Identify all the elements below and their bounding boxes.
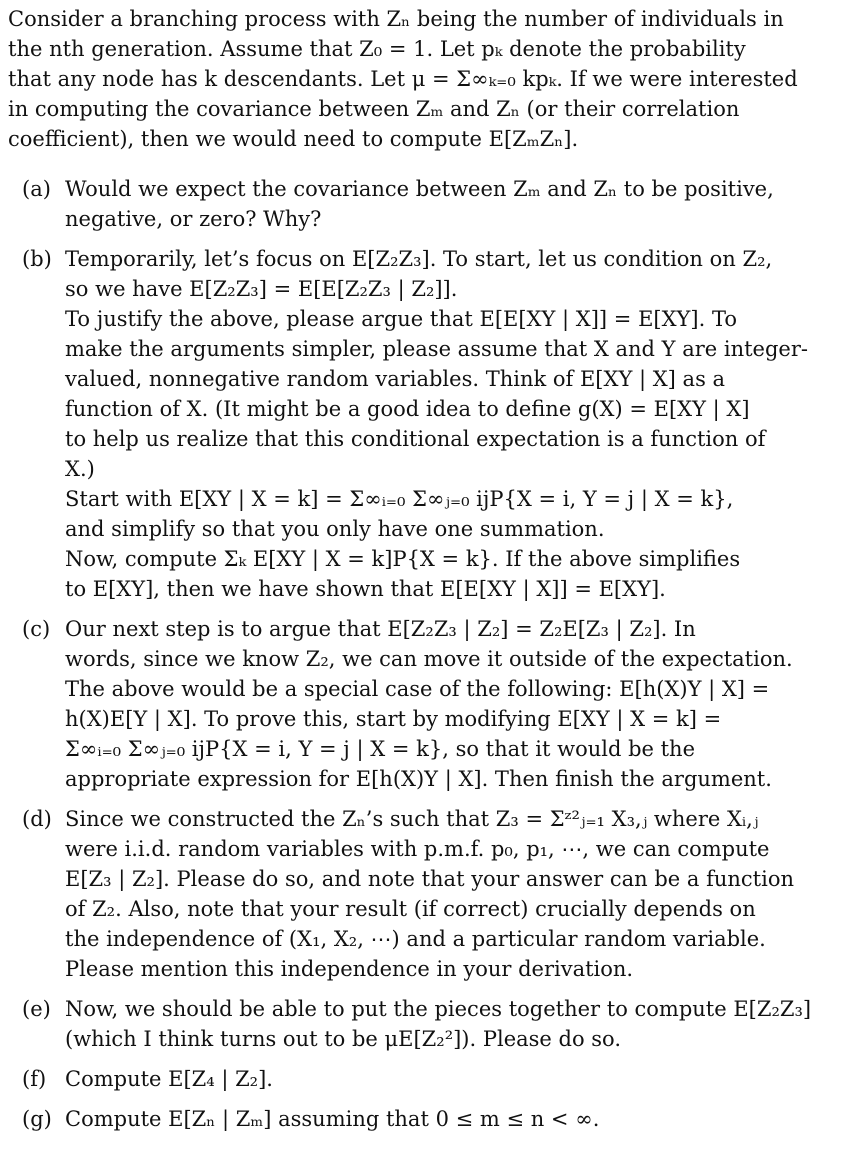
problem-document	[8, 0, 812, 1144]
part-text-line: to E[XY], then we have shown that E[E[XY | X]] = E[XY].	[65, 577, 666, 601]
part-text-line: were i.i.d. random variables with p.m.f. p₀, p₁, ⋯, we can compute	[65, 837, 770, 861]
part-text-line: Since we constructed the Zₙ’s such that Z₃ = Σᶻ²ⱼ₌₁ X₃,ⱼ where Xᵢ,ⱼ	[65, 807, 759, 831]
part-paragraph	[65, 484, 808, 544]
part-paragraph	[65, 304, 808, 484]
part-text-line: h(X)E[Y | X]. To prove this, start by modifying E[XY | X = k] =	[65, 707, 722, 731]
intro-line: that any node has k descendants. Let μ = Σ∞ₖ₌₀ kpₖ. If we were interested	[8, 67, 798, 91]
part-text-line: Compute E[Zₙ | Zₘ] assuming that 0 ≤ m ≤ n < ∞.	[65, 1107, 600, 1131]
part-paragraph	[65, 674, 808, 794]
part-item	[8, 994, 812, 1054]
part-label: (g)	[22, 1107, 52, 1131]
part-item	[8, 1064, 808, 1094]
part-text-line: function of X. (It might be a good idea to define g(X) = E[XY | X]	[65, 397, 750, 421]
part-item	[8, 1104, 808, 1134]
part-text-line: and simplify so that you only have one summation.	[65, 517, 605, 541]
part-text-line: to help us realize that this conditional expectation is a function of	[65, 427, 766, 451]
part-text-line: words, since we know Z₂, we can move it outside of the expectation.	[65, 647, 793, 671]
part-paragraph	[65, 174, 808, 234]
part-paragraph	[65, 1064, 808, 1094]
part-label: (b)	[22, 247, 52, 271]
part-text-line: E[Z₃ | Z₂]. Please do so, and note that your answer can be a function	[65, 867, 795, 891]
part-text-line: the independence of (X₁, X₂, ⋯) and a particular random variable.	[65, 927, 766, 951]
part-item	[8, 244, 808, 604]
part-text-line: Start with E[XY | X = k] = Σ∞ᵢ₌₀ Σ∞ⱼ₌₀ ijP{X = i, Y = j | X = k},	[65, 487, 734, 511]
part-paragraph	[65, 244, 808, 304]
part-text-line: Temporarily, let’s focus on E[Z₂Z₃]. To start, let us condition on Z₂,	[65, 247, 773, 271]
intro-line: in computing the covariance between Zₘ and Zₙ (or their correlation	[8, 97, 740, 121]
part-label: (f)	[22, 1067, 47, 1091]
part-text-line: Compute E[Z₄ | Z₂].	[65, 1067, 273, 1091]
part-label: (a)	[22, 177, 51, 201]
part-text-line: negative, or zero? Why?	[65, 207, 322, 231]
part-text-line: valued, nonnegative random variables. Think of E[XY | X] as a	[65, 367, 726, 391]
part-paragraph	[65, 994, 812, 1054]
part-text-line: The above would be a special case of the following: E[h(X)Y | X] =	[65, 677, 770, 701]
part-text-line: Now, compute Σₖ E[XY | X = k]P{X = k}. If the above simplifies	[65, 547, 741, 571]
part-text-line: Now, we should be able to put the pieces together to compute E[Z₂Z₃]	[65, 997, 812, 1021]
part-label: (d)	[22, 807, 52, 831]
part-text-line: of Z₂. Also, note that your result (if correct) crucially depends on	[65, 897, 756, 921]
part-text-line: make the arguments simpler, please assume that X and Y are integer-	[65, 337, 808, 361]
part-text-line: Would we expect the covariance between Zₘ and Zₙ to be positive,	[65, 177, 774, 201]
problem-parts-list	[8, 174, 812, 1134]
part-label: (e)	[22, 997, 51, 1021]
part-label: (c)	[22, 617, 51, 641]
part-text-line: Σ∞ᵢ₌₀ Σ∞ⱼ₌₀ ijP{X = i, Y = j | X = k}, so that it would be the	[65, 737, 696, 761]
problem-intro	[8, 4, 808, 154]
intro-line: coefficient), then we would need to compute E[ZₘZₙ].	[8, 127, 579, 151]
part-text-line: To justify the above, please argue that E[E[XY | X]] = E[XY]. To	[65, 307, 737, 331]
part-paragraph	[65, 544, 808, 604]
part-paragraph	[65, 1104, 808, 1134]
part-paragraph	[65, 804, 808, 984]
part-item	[8, 614, 808, 794]
part-item	[8, 174, 808, 234]
part-paragraph	[65, 614, 808, 674]
part-item	[8, 804, 808, 984]
intro-line: the nth generation. Assume that Z₀ = 1. Let pₖ denote the probability	[8, 37, 746, 61]
part-text-line: so we have E[Z₂Z₃] = E[E[Z₂Z₃ | Z₂]].	[65, 277, 458, 301]
intro-line: Consider a branching process with Zₙ being the number of individuals in	[8, 7, 784, 31]
part-text-line: Our next step is to argue that E[Z₂Z₃ | Z₂] = Z₂E[Z₃ | Z₂]. In	[65, 617, 696, 641]
part-text-line: Please mention this independence in your derivation.	[65, 957, 634, 981]
part-text-line: (which I think turns out to be μE[Z₂²]). Please do so.	[65, 1027, 622, 1051]
part-text-line: appropriate expression for E[h(X)Y | X]. Then finish the argument.	[65, 767, 772, 791]
part-text-line: X.)	[65, 457, 95, 481]
